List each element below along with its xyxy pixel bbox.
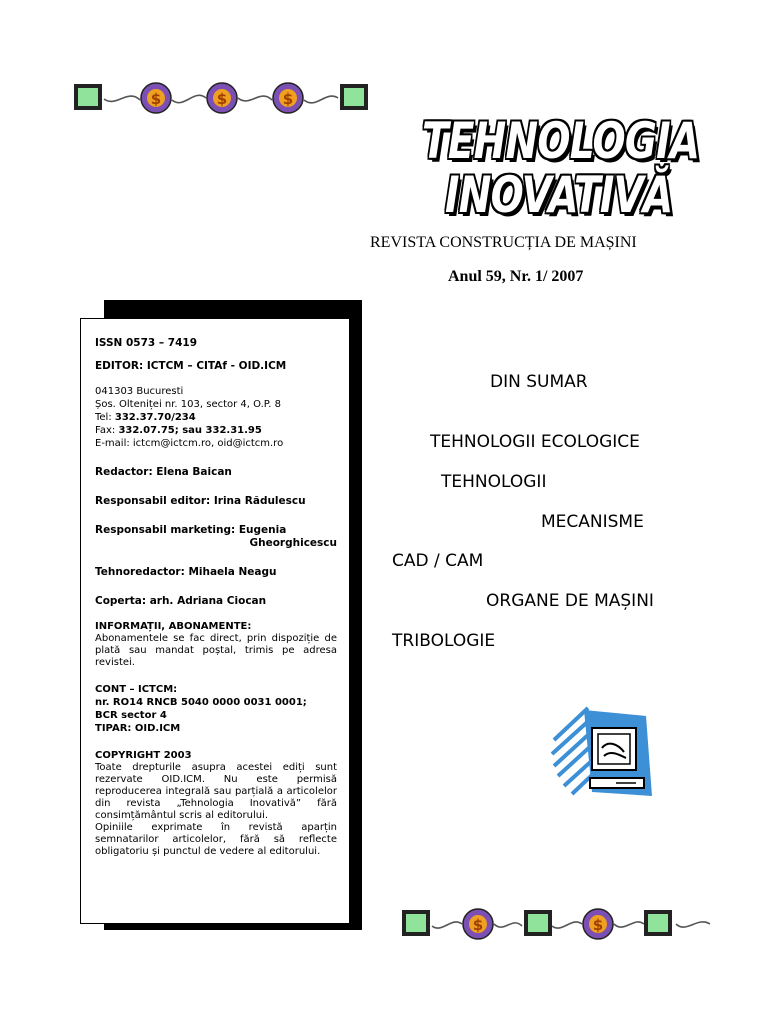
sumar-item: TEHNOLOGII ECOLOGICE (430, 432, 640, 452)
bottom-decoration (398, 904, 718, 944)
copyright-text: Toate drepturile asupra acestei ediți sunt rezervate OID.ICM. Nu este permisă reproducerea integrală sau parțială a articolelor din revista „Tehnologia Inovativă” fără consimțământul scris al editorului. (95, 762, 337, 821)
issue-number: Anul 59, Nr. 1/ 2007 (448, 268, 584, 285)
issn: ISSN 0573 – 7419 (95, 337, 198, 349)
redactor: Redactor: Elena Baican (95, 466, 232, 478)
cont-number: nr. RO14 RNCB 5040 0000 0031 0001; (95, 697, 307, 708)
email: E-mail: ictcm@ictcm.ro, oid@ictcm.ro (95, 438, 284, 449)
computer-handshake-icon (548, 700, 668, 808)
svg-text:$: $ (282, 90, 294, 108)
svg-text:$: $ (150, 90, 162, 108)
network-border-icon (70, 78, 390, 118)
top-decoration (70, 78, 390, 118)
responsabil-editor: Responsabil editor: Irina Rădulescu (95, 495, 306, 507)
address-line2: Șos. Olteniței nr. 103, sector 4, O.P. 8 (95, 399, 281, 410)
computer-clipart (548, 700, 668, 808)
cont-bank: BCR sector 4 (95, 710, 167, 721)
sumar-item: CAD / CAM (392, 551, 484, 571)
sumar-item: MECANISME (541, 512, 644, 532)
magazine-title-line2: INOVATIVĂ (445, 166, 673, 224)
tipar: TIPAR: OID.ICM (95, 723, 181, 734)
opinii-text: Opiniile exprimate în revistă aparțin semnatarilor articolelor, fără să reflecte obligatoriu și punctul de vedere al editorului. (95, 822, 337, 857)
svg-text:$: $ (216, 90, 228, 108)
address-line1: 041303 Bucuresti (95, 386, 184, 397)
editor: EDITOR: ICTCM – CITAf - OID.ICM (95, 360, 287, 372)
responsabil-marketing: Responsabil marketing: Eugenia (95, 524, 287, 536)
info-box (80, 318, 350, 924)
copyright-heading: COPYRIGHT 2003 (95, 750, 192, 761)
responsabil-marketing-name: Gheorghicescu (249, 537, 337, 549)
abonamente-heading: INFORMAȚII, ABONAMENTE: (95, 621, 252, 632)
coperta: Coperta: arh. Adriana Ciocan (95, 595, 267, 607)
magazine-subtitle: REVISTA CONSTRUCȚIA DE MAȘINI (370, 234, 637, 251)
magazine-title-line1: TEHNOLOGIA (422, 112, 700, 170)
network-border-icon (398, 904, 718, 944)
sumar-item: TEHNOLOGII (441, 472, 547, 492)
telephone: Tel: 332.37.70/234 (95, 412, 196, 423)
svg-text:$: $ (472, 916, 484, 934)
tehnoredactor: Tehnoredactor: Mihaela Neagu (95, 566, 277, 578)
sumar-heading: DIN SUMAR (490, 372, 588, 392)
fax: Fax: 332.07.75; sau 332.31.95 (95, 425, 262, 436)
svg-text:$: $ (592, 916, 604, 934)
cont-heading: CONT – ICTCM: (95, 684, 178, 695)
sumar-item: TRIBOLOGIE (392, 631, 496, 651)
abonamente-text: Abonamentele se fac direct, prin dispoziție de plată sau mandat poștal, trimis pe adresa revistei. (95, 633, 337, 668)
sumar-item: ORGANE DE MAȘINI (486, 591, 654, 611)
